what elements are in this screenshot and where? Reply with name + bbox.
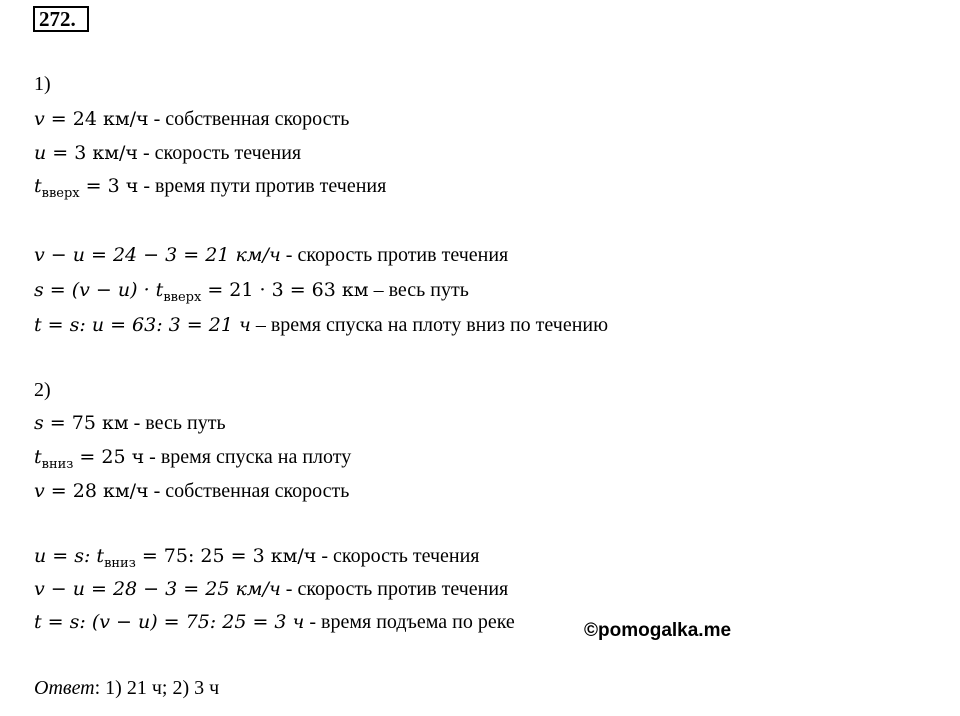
part1-given-current: [34, 139, 301, 167]
formula-desc: – весь путь: [368, 279, 469, 301]
formula-desc: - собственная скорость: [148, 108, 350, 130]
formula-desc: - собственная скорость: [148, 480, 350, 502]
formula-lhs: u: [34, 142, 47, 164]
part1-given-time: [34, 172, 386, 200]
formula-subscript: вниз: [41, 457, 74, 472]
formula-desc: - время пути против течения: [138, 175, 387, 197]
formula-desc: - скорость течения: [138, 142, 302, 164]
formula-desc: - скорость течения: [316, 545, 480, 567]
formula-subscript: вверх: [41, 186, 80, 201]
part1-solution-step2: [34, 276, 469, 304]
formula-lhs: t: [34, 175, 42, 197]
formula-expr: t = s: (v − u) = 75: 25 = 3 ч: [34, 611, 305, 633]
part2-solution-step3: [34, 608, 515, 636]
formula-expr: v − u = 28 − 3 = 25 км/ч: [34, 578, 281, 600]
formula-subscript: вниз: [104, 556, 136, 571]
formula-eq: = 28 км/ч: [44, 480, 149, 502]
part2-label: 2): [34, 379, 51, 401]
part1-given-speed: [34, 105, 349, 133]
formula-lhs: v: [34, 108, 45, 130]
formula-desc: - время спуска на плоту: [144, 446, 352, 468]
formula-expr: u = s: t: [34, 545, 105, 567]
answer-line: [34, 674, 219, 702]
formula-eq: = 24 км/ч: [44, 108, 149, 130]
formula-expr: t = s: u = 63: 3 = 21 ч: [34, 314, 251, 336]
answer-text: : 1) 21 ч; 2) 3 ч: [94, 677, 220, 699]
part2-solution-step1: [34, 542, 480, 570]
part1-label: 1): [34, 73, 51, 95]
formula-eq: = 25 ч: [73, 446, 145, 468]
formula-expr: = 75: 25 = 3 км/ч: [135, 545, 317, 567]
formula-eq: = 75 км: [43, 412, 129, 434]
formula-desc: - время подъема по реке: [304, 611, 515, 633]
formula-eq: = 3 км/ч: [46, 142, 138, 164]
watermark: ©pomogalka.me: [584, 620, 732, 641]
part2-given-time: [34, 443, 351, 471]
formula-subscript: вверх: [163, 290, 202, 305]
part2-solution-step2: [34, 575, 508, 603]
formula-desc: – время спуска на плоту вниз по течению: [250, 314, 609, 336]
answer-label: Ответ: [34, 677, 95, 699]
formula-expr: = 21 · 3 = 63 км: [201, 279, 369, 301]
part1-solution-step1: [34, 241, 508, 269]
formula-expr: v − u = 24 − 3 = 21 км/ч: [34, 244, 281, 266]
formula-lhs: v: [34, 480, 45, 502]
formula-eq: = 3 ч: [79, 175, 139, 197]
part1-solution-step3: [34, 311, 608, 339]
formula-desc: - весь путь: [128, 412, 226, 434]
formula-desc: - скорость против течения: [280, 244, 509, 266]
formula-lhs: s: [34, 412, 44, 434]
formula-desc: - скорость против течения: [280, 578, 509, 600]
formula-expr: s = (v − u) · t: [34, 279, 164, 301]
part2-given-speed: [34, 477, 349, 505]
part2-given-distance: [34, 409, 226, 437]
problem-number: 272.: [33, 6, 89, 32]
formula-lhs: t: [34, 446, 42, 468]
